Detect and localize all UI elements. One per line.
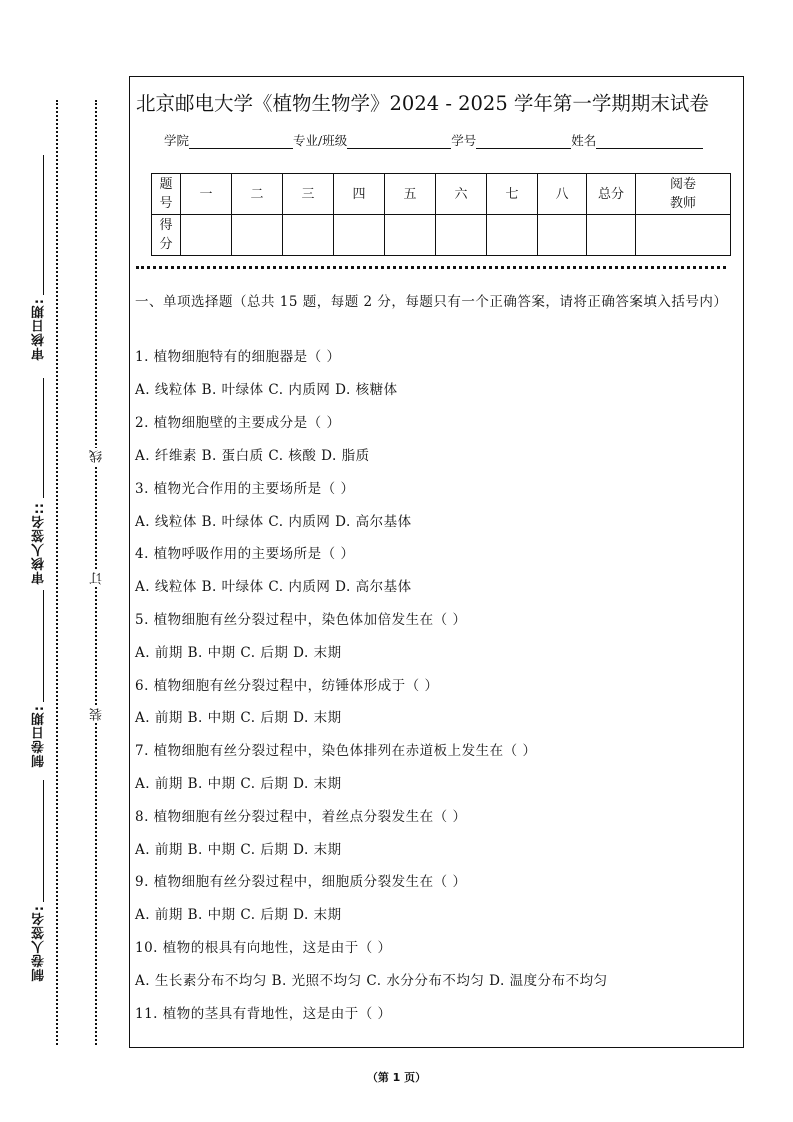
reviewer-signature-line	[43, 378, 44, 498]
student-info-line	[164, 131, 703, 149]
bind-char-order: 订	[90, 572, 105, 585]
score-row-header: 得 分	[152, 215, 181, 256]
question-11: 11. 植物的茎具有背地性，这是由于（ ）	[135, 1006, 392, 1022]
score-cell[interactable]	[436, 215, 487, 256]
compile-date-label: 制卷日期:	[32, 705, 47, 768]
student-id-label: 学号	[451, 133, 477, 148]
score-col-1: 一	[181, 174, 232, 215]
score-col-3: 三	[283, 174, 334, 215]
score-cell[interactable]	[283, 215, 334, 256]
major-class-field[interactable]	[347, 134, 451, 149]
score-col-2: 二	[232, 174, 283, 215]
question-10-options: A. 生长素分布不均匀 B. 光照不均匀 C. 水分分布不均匀 D. 温度分布不均匀	[135, 973, 608, 989]
reviewer-signature-label: 审核人签名::	[32, 502, 47, 585]
compiler-signature-label: 制卷人签名:	[32, 905, 47, 982]
score-col-8: 八	[538, 174, 587, 215]
question-3-options: A. 线粒体 B. 叶绿体 C. 内质网 D. 高尔基体	[135, 514, 412, 530]
score-cell[interactable]	[232, 215, 283, 256]
score-cell[interactable]	[538, 215, 587, 256]
question-4: 4. 植物呼吸作用的主要场所是（ ）	[135, 546, 355, 562]
question-7-options: A. 前期 B. 中期 C. 后期 D. 末期	[135, 776, 342, 792]
score-col-6: 六	[436, 174, 487, 215]
score-cell[interactable]	[181, 215, 232, 256]
section-separator	[136, 266, 726, 269]
review-date-line	[43, 155, 44, 295]
section-heading: 一、单项选择题（总共 15 题，每题 2 分，每题只有一个正确答案，请将正确答案填入括号内）	[135, 294, 728, 310]
name-field[interactable]	[596, 134, 703, 149]
question-5: 5. 植物细胞有丝分裂过程中，染色体加倍发生在（ ）	[135, 612, 467, 628]
question-8: 8. 植物细胞有丝分裂过程中，着丝点分裂发生在（ ）	[135, 809, 467, 825]
score-cell[interactable]	[587, 215, 636, 256]
question-1-options: A. 线粒体 B. 叶绿体 C. 内质网 D. 核糖体	[135, 382, 398, 398]
page-number: （第 1 页）	[366, 1071, 427, 1084]
score-cell[interactable]	[334, 215, 385, 256]
question-6: 6. 植物细胞有丝分裂过程中，纺锤体形成于（ ）	[135, 678, 439, 694]
question-8-options: A. 前期 B. 中期 C. 后期 D. 末期	[135, 842, 342, 858]
question-9: 9. 植物细胞有丝分裂过程中，细胞质分裂发生在（ ）	[135, 874, 467, 890]
score-cell[interactable]	[487, 215, 538, 256]
question-3: 3. 植物光合作用的主要场所是（ ）	[135, 481, 355, 497]
question-1: 1. 植物细胞特有的细胞器是（ ）	[135, 349, 341, 365]
name-label: 姓名	[571, 133, 597, 148]
compiler-signature-line	[43, 780, 44, 902]
exam-title: 北京邮电大学《植物生物学》2024 - 2025 学年第一学期期末试卷	[136, 92, 709, 115]
compile-date-line	[43, 590, 44, 702]
bind-char-line: 线	[90, 450, 105, 463]
score-cell[interactable]	[385, 215, 436, 256]
grader-cell[interactable]	[636, 215, 731, 256]
score-col-total: 总分	[587, 174, 636, 215]
college-field[interactable]	[189, 134, 293, 149]
major-class-label: 专业/班级	[293, 133, 348, 148]
question-2: 2. 植物细胞壁的主要成分是（ ）	[135, 415, 341, 431]
score-col-5: 五	[385, 174, 436, 215]
question-number-header: 题 号	[152, 174, 181, 215]
question-10: 10. 植物的根具有向地性，这是由于（ ）	[135, 940, 392, 956]
question-5-options: A. 前期 B. 中期 C. 后期 D. 末期	[135, 645, 342, 661]
grader-header: 阅卷 教师	[636, 174, 731, 215]
score-table	[151, 173, 731, 256]
question-2-options: A. 纤维素 B. 蛋白质 C. 核酸 D. 脂质	[135, 448, 370, 464]
question-6-options: A. 前期 B. 中期 C. 后期 D. 末期	[135, 710, 342, 726]
question-9-options: A. 前期 B. 中期 C. 后期 D. 末期	[135, 907, 342, 923]
question-7: 7. 植物细胞有丝分裂过程中，染色体排列在赤道板上发生在（ ）	[135, 743, 537, 759]
bind-char-fix: 装	[90, 708, 105, 721]
margin-dotted-line-outer	[56, 100, 58, 1045]
score-col-7: 七	[487, 174, 538, 215]
score-col-4: 四	[334, 174, 385, 215]
student-id-field[interactable]	[476, 134, 571, 149]
review-date-label: 审核日期:	[32, 298, 47, 361]
college-label: 学院	[164, 133, 190, 148]
question-4-options: A. 线粒体 B. 叶绿体 C. 内质网 D. 高尔基体	[135, 579, 412, 595]
